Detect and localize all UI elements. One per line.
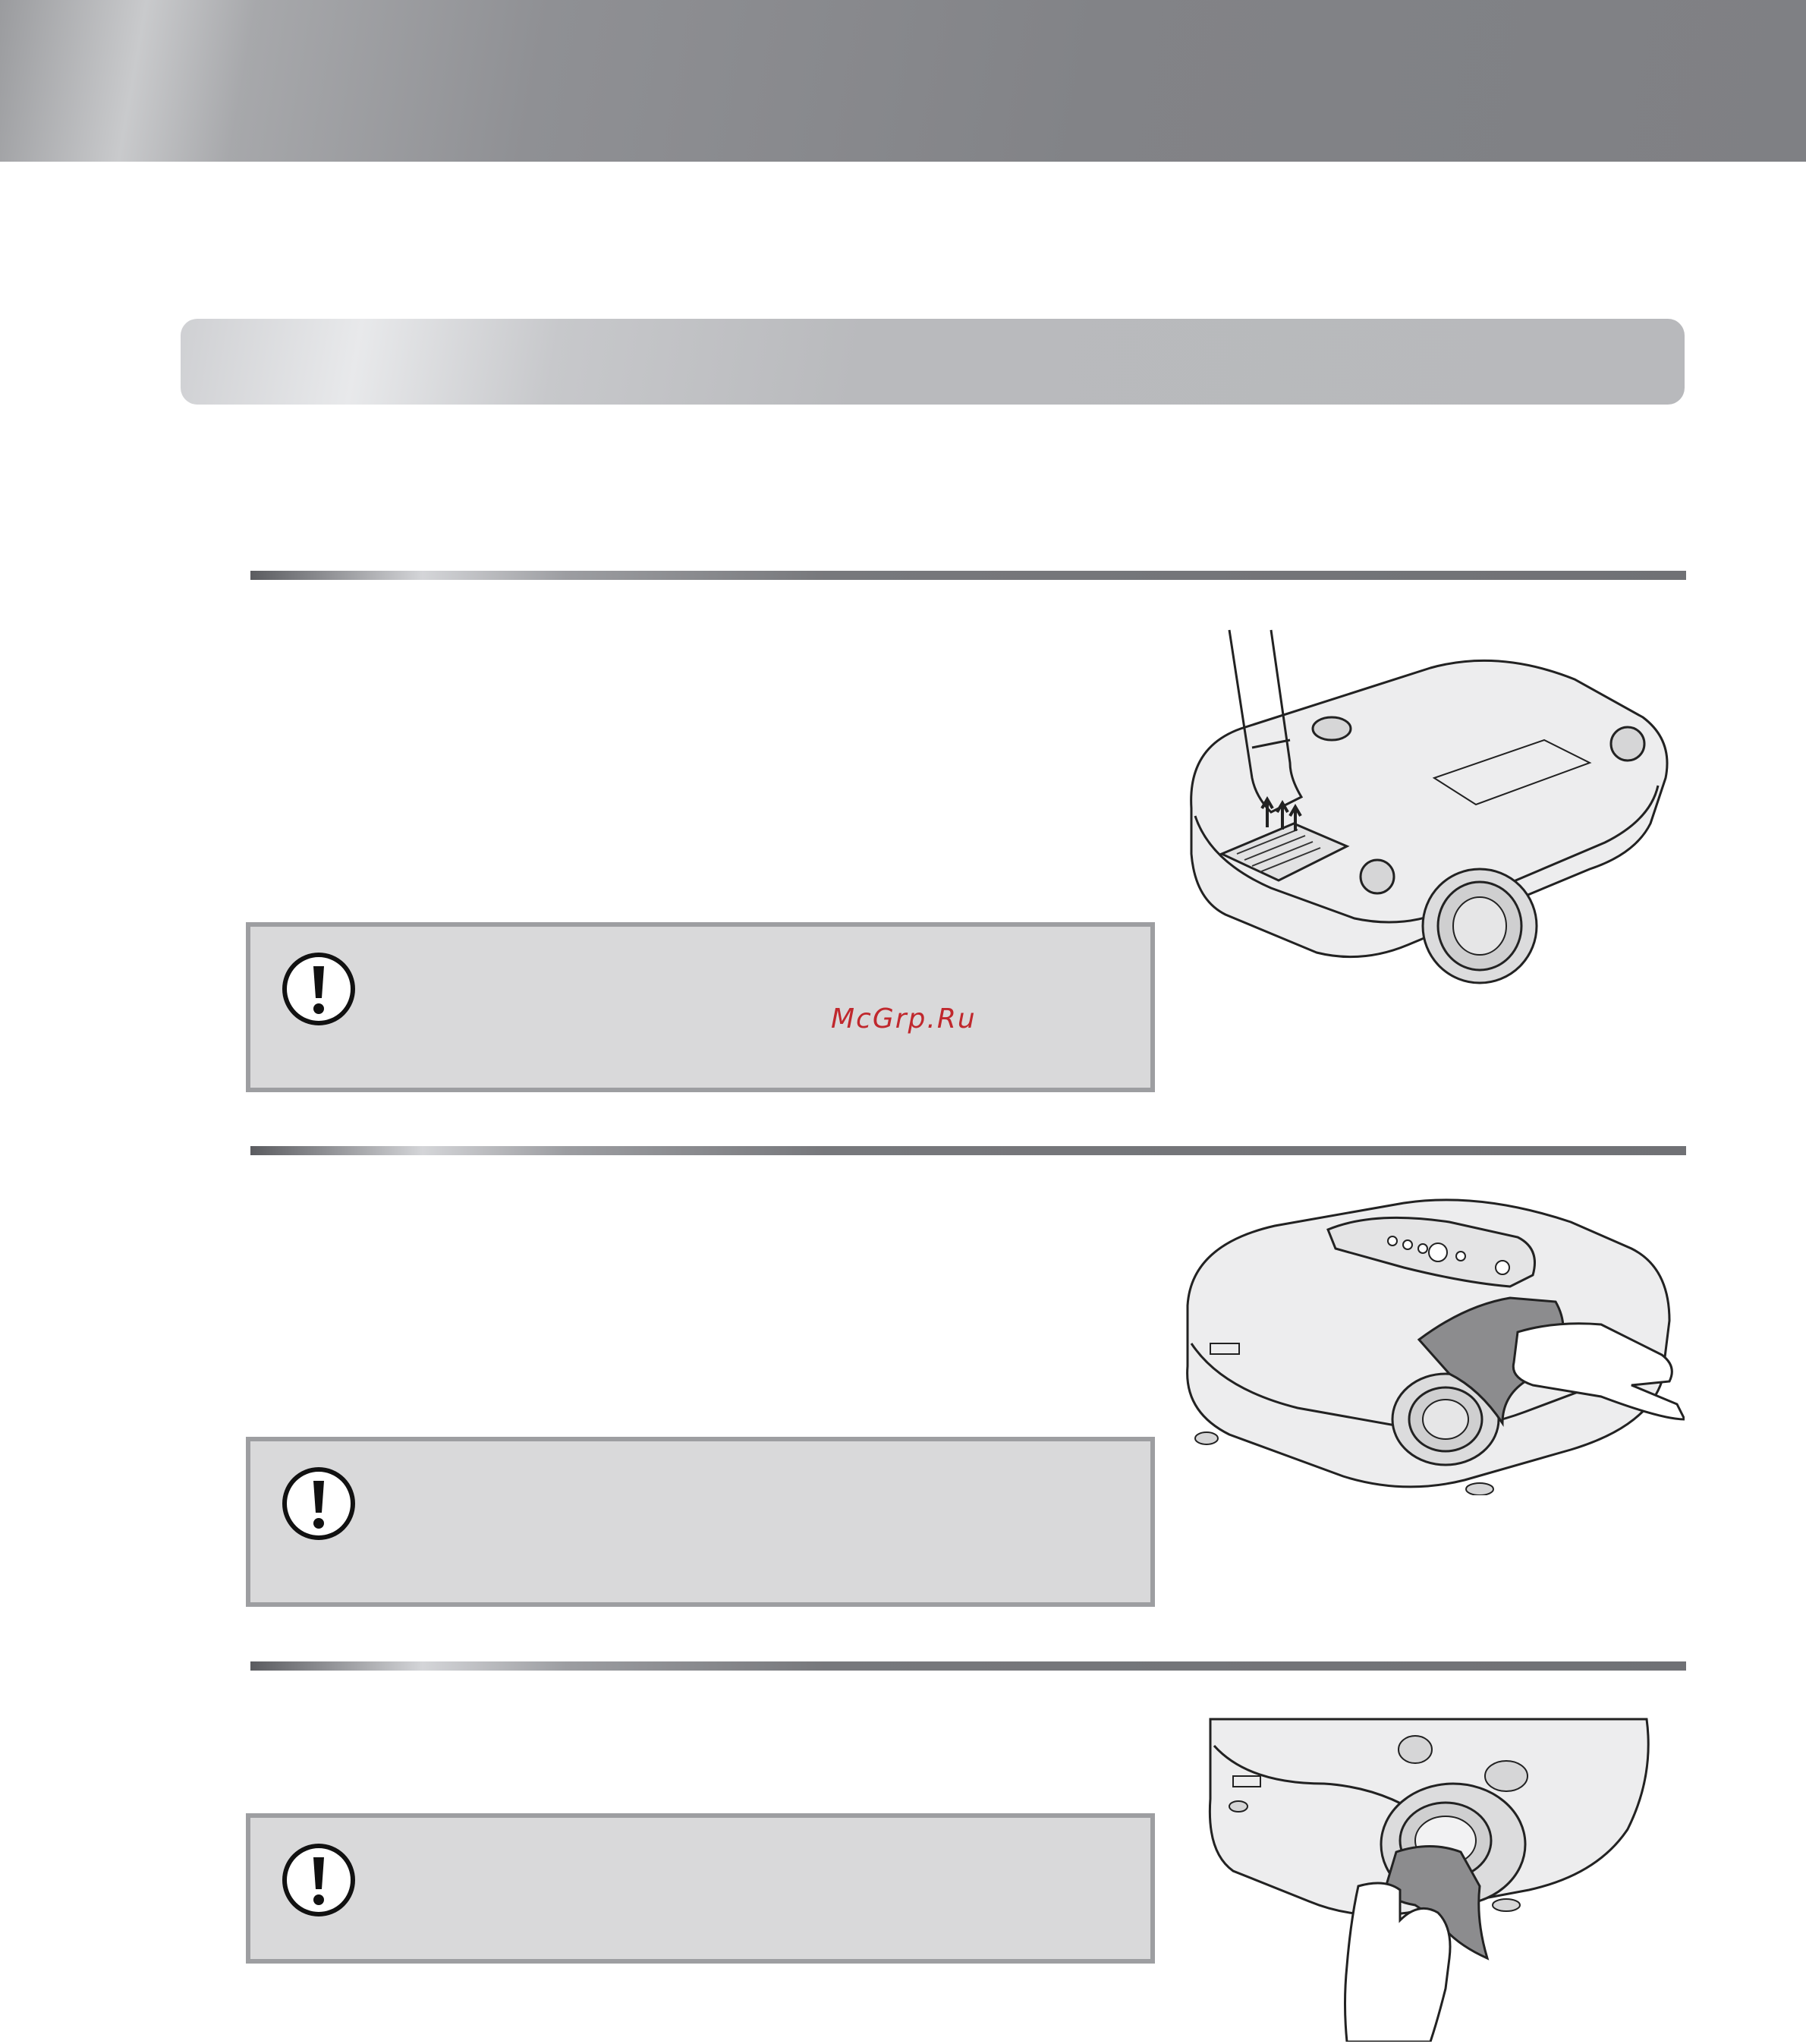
section-title-band xyxy=(181,319,1685,405)
header-bar xyxy=(0,0,1806,162)
exclamation-circle-icon xyxy=(281,1466,357,1542)
subsection-rule-2 xyxy=(250,1146,1686,1155)
caution-note-3 xyxy=(246,1813,1155,1964)
exclamation-circle-icon xyxy=(281,1842,357,1918)
watermark-text: McGrp.Ru xyxy=(831,1003,977,1035)
exclamation-circle-icon xyxy=(281,951,357,1027)
subsection-rule-3 xyxy=(250,1661,1686,1671)
projector-air-filter-illustration xyxy=(1180,626,1673,991)
projector-lens-wipe-illustration xyxy=(1203,1715,1650,2042)
caution-note-2 xyxy=(246,1437,1155,1607)
subsection-rule-1 xyxy=(250,571,1686,580)
caution-note-1 xyxy=(246,922,1155,1092)
projector-cabinet-wipe-illustration xyxy=(1176,1192,1685,1495)
